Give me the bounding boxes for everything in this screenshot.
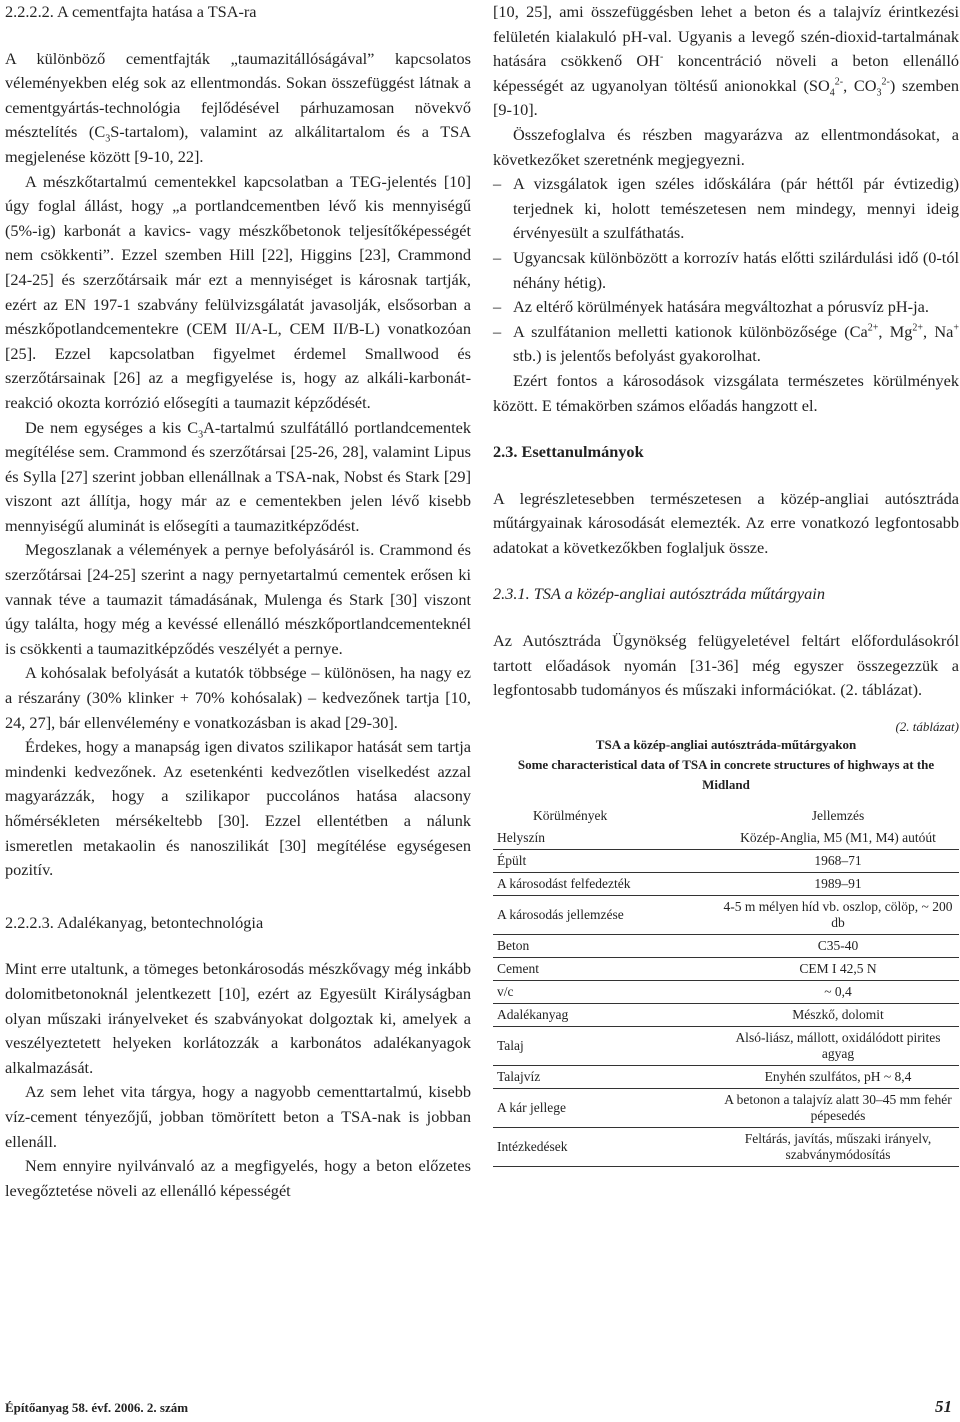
table-cell: A betonon a talajvíz alatt 30–45 mm fehér pépesedés: [717, 1088, 959, 1127]
paragraph: Az sem lehet vita tárgya, hogy a nagyobb cementtartalmú, kisebb víz-cement tényezőjű, jobban tömörített beton a TSA-nak is jobban ellenáll.: [5, 1082, 471, 1151]
table-cell: Közép-Anglia, M5 (M1, M4) autóút: [717, 827, 959, 850]
right-column: [493, 0, 959, 1167]
table-cell: Mészkő, dolomit: [717, 1003, 959, 1026]
table-cell: Intézkedések: [493, 1127, 717, 1166]
table-cell: 1989–91: [717, 872, 959, 895]
table-cell: Helyszín: [493, 827, 717, 850]
table-cell: CEM I 42,5 N: [717, 957, 959, 980]
list-item: – A szulfátanion melletti kationok különbözősége ($Ca^{2+}$, $Mg^{2+}$, Na+ stb.) is jelentős befolyást gyakorolhat.: [493, 321, 959, 366]
table-cell: Épült: [493, 849, 717, 872]
paragraph: Nem ennyire nyilvánvaló az a megfigyelés, hogy a beton előzetes levegőztetése növeli az ellenálló képességét: [5, 1156, 471, 1200]
table-header-row: [493, 805, 959, 827]
bullet-list: [493, 172, 959, 369]
table-row: [493, 895, 959, 934]
paragraph: Megoszlanak a vélemények a pernye befolyásáról is. Crammond és szerzőtársai [24-25] szerint a nagy pernyetartalmú cementek erősen ki vannak téve a taumazit támadásának, Mulenga és Stark [30] viszont úgy találta, hogy még a kevéssé ellenálló mészkőportlandcementeknél is csökkenti a taumazitképződés veszélyét a pernye.: [5, 540, 471, 658]
page-number: 51: [935, 1397, 952, 1416]
table-row: [493, 934, 959, 957]
paragraph: Érdekes, hogy a manapság igen divatos szilikapor hatását sem tartja mindenki kedvezőnek. Az esetenkénti kedvezőtlen viselkedést azzal magyarázzák, hogy a szilikapor puccolános hatása alacsony hőmérsékleten mérsékeltebb [30]. Ezzel ellentétben a nálunk ismeretlen metakaolin és nanoszilikát [30] megítélése egységesen pozitív.: [5, 737, 471, 880]
table-title-en: Some characteristical data of TSA in concrete structures of highways at the Midland: [517, 756, 935, 792]
paragraph: A legrészletesebben természetesen a közép-angliai autósztráda műtárgyainak károsodását elemezték. Az erre vonatkozó legfontosabb adatokat a következőkben foglaljuk össze.: [493, 488, 959, 557]
table-cell: 1968–71: [717, 849, 959, 872]
list-item: – A vizsgálatok igen széles időskálára (pár héttől pár évtizedig) terjednek ki, holott temészetesen nem mindegy, mennyi ideig érvényesült a szulfáthatás.: [493, 174, 959, 243]
table-cell: 4-5 m mélyen híd vb. oszlop, cölöp, ~ 200 db: [717, 895, 959, 934]
table-cell: Talaj: [493, 1026, 717, 1065]
paragraph: Mint erre utaltunk, a tömeges betonkárosodás mészkővagy még inkább dolomitbetonoknál jelentkezett [10], ezért az Egyesült Királyságban olyan műszaki irányelveket és szabványokat dolgoztak ki, amelyek a veszélyeztetett helyeken korlátozzák a karbonátos adalékanyagok alkalmazását.: [5, 959, 471, 1077]
list-item: – Ugyancsak különbözött a korrozív hatás előtti szilárdulási idő (0-tól néhány hétig).: [493, 247, 959, 292]
table-cell: A károsodást felfedezték: [493, 872, 717, 895]
paragraph: [10, 25], ami összefüggésben lehet a beton és a talajvíz érintkezési felületén kialakuló pH-val. Ugyanis a levegő szén-dioxid-tartalmának hatására csökkenő OH- koncentráció növeli a beton ellenálló képességét az ugyanolyan töltésű anionokkal ($SO_4^{2-}$, $CO_3^{2-}$) szemben [9-10].: [493, 2, 959, 120]
section-heading-2-2-2-2: 2.2.2.2. A cementfajta hatása a TSA-ra: [5, 2, 257, 21]
table-cell: Talajvíz: [493, 1065, 717, 1088]
table-row: [493, 872, 959, 895]
section-heading-2-3-1: 2.3.1. TSA a közép-angliai autósztráda műtárgyain: [493, 584, 825, 604]
table-row: [493, 957, 959, 980]
journal-footer: Építőanyag 58. évf. 2006. 2. szám: [5, 1400, 189, 1415]
table-cell: v/c: [493, 980, 717, 1003]
table-number: (2. táblázat): [895, 718, 959, 734]
paragraph: Ezért fontos a károsodások vizsgálata természetes körülmények között. E témakörben számos előadás hangzott el.: [493, 370, 959, 415]
table-cell: A kár jellege: [493, 1088, 717, 1127]
paragraph: De nem egységes a kis $C_3A$-tartalmú szulfátálló portlandcementek megítélése sem. Crammond és szerzőtársai [25-26, 28], valamint Lipus és Sylla [27] szerint jobban ellenállnak a TSA-nak, Nobst és Stark [29] viszont azt állítja, hogy már az e cementekben jelen lévő kisebb mennyiségű aluminát is elősegíti a taumazitképződést.: [5, 417, 472, 535]
table-title-hu: TSA a közép-angliai autósztráda-műtárgyakon: [595, 736, 857, 752]
table-row: [493, 827, 959, 850]
data-table: [493, 805, 959, 1167]
table-cell: C35-40: [717, 934, 959, 957]
table-row: [493, 1003, 959, 1026]
table-cell: ~ 0,4: [717, 980, 959, 1003]
table-header-cell: Jellemzés: [811, 807, 865, 823]
table-cell: Enyhén szulfátos, pH ~ 8,4: [717, 1065, 959, 1088]
paragraph: Összefoglalva és részben magyarázva az ellentmondásokat, a következőket szeretnénk megjegyezni.: [493, 124, 959, 169]
table-cell: Beton: [493, 934, 717, 957]
table-cell: A károsodás jellemzése: [493, 895, 717, 934]
table-row: [493, 1026, 959, 1065]
table-cell: Alsó-liász, mállott, oxidálódott pirites agyag: [717, 1026, 959, 1065]
table-row: [493, 849, 959, 872]
table-cell: Adalékanyag: [493, 1003, 717, 1026]
left-column: [5, 0, 471, 1203]
paragraph: A kohósalak befolyását a kutatók többsége – különösen, ha nagy ez a részarány (30% klinker + 70% kohósalak) – kedvezőnek tartja [10, 24, 27], bár ellenvélemény e vonatkozásban is akad [29-30].: [5, 663, 471, 732]
table-row: [493, 980, 959, 1003]
paragraph: A mészkőtartalmú cementekkel kapcsolatban a TEG-jelentés [10] úgy foglal állást, hogy „a portlandcementben lévő kis mennyiségű (5%-ig) karbonát a kavics- vagy mészkőbetonok teljesítőképességét nem csökkenti”. Ezzel szemben Hill [22], Higgins [23], Crammond [24-25] és szerzőtársaik már ezt a mennyiséget is károsnak tartják, ezért az EN 197-1 szabvány felülvizsgálatát javasolják, elsősorban a mészkőpotlandcementekre (CEM II/A-L, CEM II/B-L) vonatkozóan [25]. Ezzel kapcsolatban figyelmet érdemel Smallwood és szerzőtársainak [26] az a megfigyelése is, hogy az alkáli-karbonát-reakció okozta korrózió elősegíti a taumazit képződését.: [5, 171, 471, 412]
table-row: [493, 1088, 959, 1127]
paragraph: A különböző cementfajták „taumazitállóságával” kapcsolatos véleményekben elég sok az ellentmondás. Sokan összefüggést látnak a cementgyártás-technológia fejlődésével párhuzamosan növekvő mésztelítés $(C_3S-tartalom)$, valamint az alkálitartalom és a TSA megjelenése között [9-10, 22].: [5, 48, 471, 166]
table-header-cell: Körülmények: [533, 807, 608, 823]
table-cell: Feltárás, javítás, műszaki irányelv, szabványmódosítás: [717, 1127, 959, 1166]
list-item: – Az eltérő körülmények hatására megváltozhat a pórusvíz pH-ja.: [493, 297, 929, 317]
table-row: [493, 1065, 959, 1088]
table-cell: Cement: [493, 957, 717, 980]
paragraph: Az Autósztráda Ügynökség felügyeletével feltárt előfordulásokról tartott előadások nyomán [31-36] még egyszer összegezzük a legfontosabb tudományos és műszaki információkat. (2. táblázat).: [493, 631, 959, 700]
section-heading-2-2-2-3: 2.2.2.3. Adalékanyag, betontechnológia: [5, 912, 264, 932]
section-heading-2-3: 2.3. Esettanulmányok: [493, 442, 644, 462]
table-row: [493, 1127, 959, 1166]
